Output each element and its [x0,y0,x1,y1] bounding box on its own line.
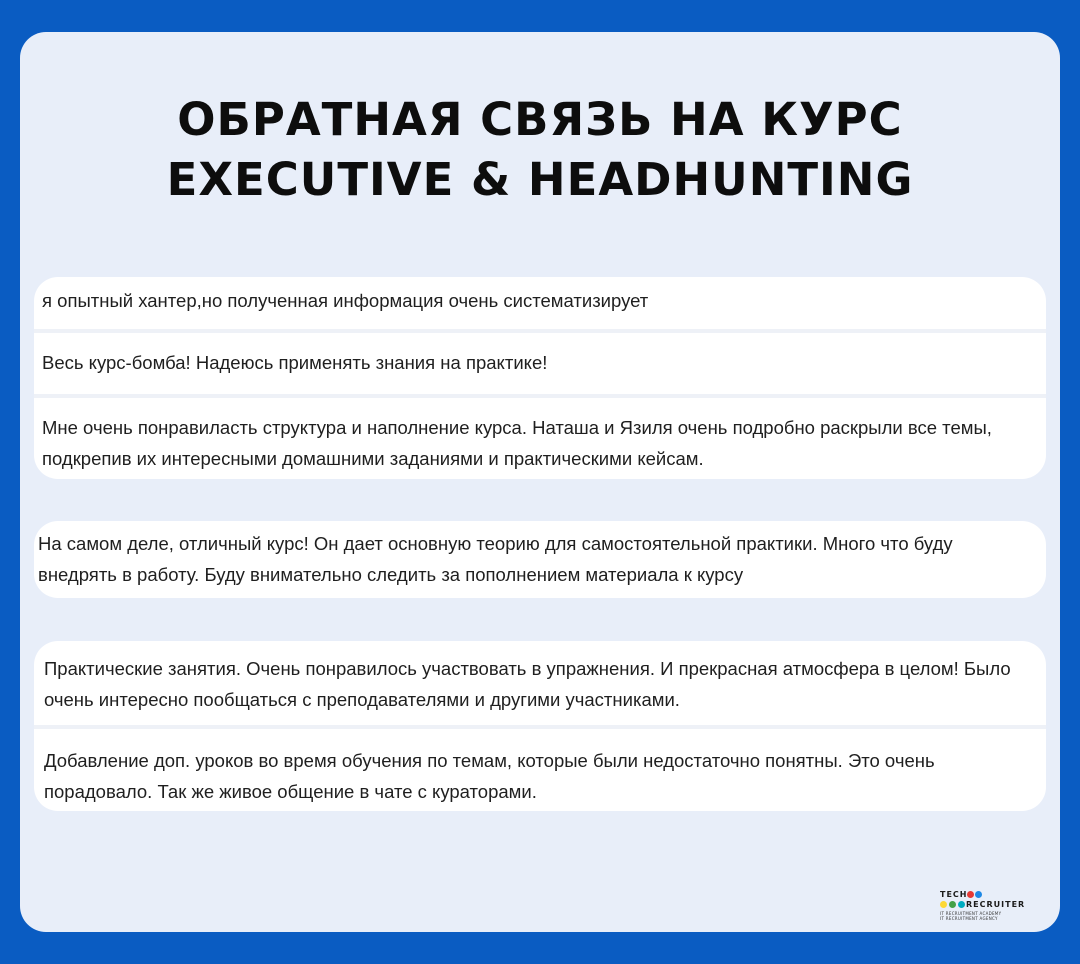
logo-dot-icon [940,901,947,908]
review-text: Мне очень понравиласть структура и наполнение курса. Наташа и Язиля очень подробно раскрыли все темы, подкрепив их интересными домашними заданиями и практическими кейсам. [42,417,992,469]
review-text: На самом деле, отличный курс! Он дает основную теорию для самостоятельной практики. Много что буду внедрять в работу. Буду внимательно следить за пополнением материала к курсу [38,533,953,585]
review-text: я опытный хантер,но полученная информация очень систематизирует [42,290,649,311]
logo-dot-icon [958,901,965,908]
title-line-2: EXECUTIVE & HEADHUNTING [166,153,914,206]
review-group-2 [34,521,1046,598]
review-group-1 [34,277,1046,479]
review-text: Добавление доп. уроков во время обучения по темам, которые были недостаточно понятны. Это очень порадовало. Так же живое общение в чате с кураторами. [44,750,935,802]
logo-word-recruiter: RECRUITER [966,900,1026,909]
logo-subtitle: IT RECRUITMENT AGENCY [940,916,998,921]
tech-recruiter-logo [940,890,1040,930]
logo-word-tech: TECH [940,890,968,899]
logo-dot-icon [967,891,974,898]
logo-dot-icon [949,901,956,908]
logo-subtitle: IT RECRUITMENT ACADEMY [940,911,1002,916]
title-line-1: ОБРАТНАЯ СВЯЗЬ НА КУРС [177,93,903,146]
review-divider [34,725,1046,729]
page-title [20,90,1060,210]
review-group-3 [34,641,1046,811]
logo-dot-icon [975,891,982,898]
review-text: Весь курс-бомба! Надеюсь применять знания на практике! [42,352,548,373]
review-divider [34,329,1046,333]
feedback-card [20,32,1060,932]
review-divider [34,394,1046,398]
review-text: Практические занятия. Очень понравилось участвовать в упражнения. И прекрасная атмосфера в целом! Было очень интересно пообщаться с преподавателями и другими участниками. [44,658,1011,710]
